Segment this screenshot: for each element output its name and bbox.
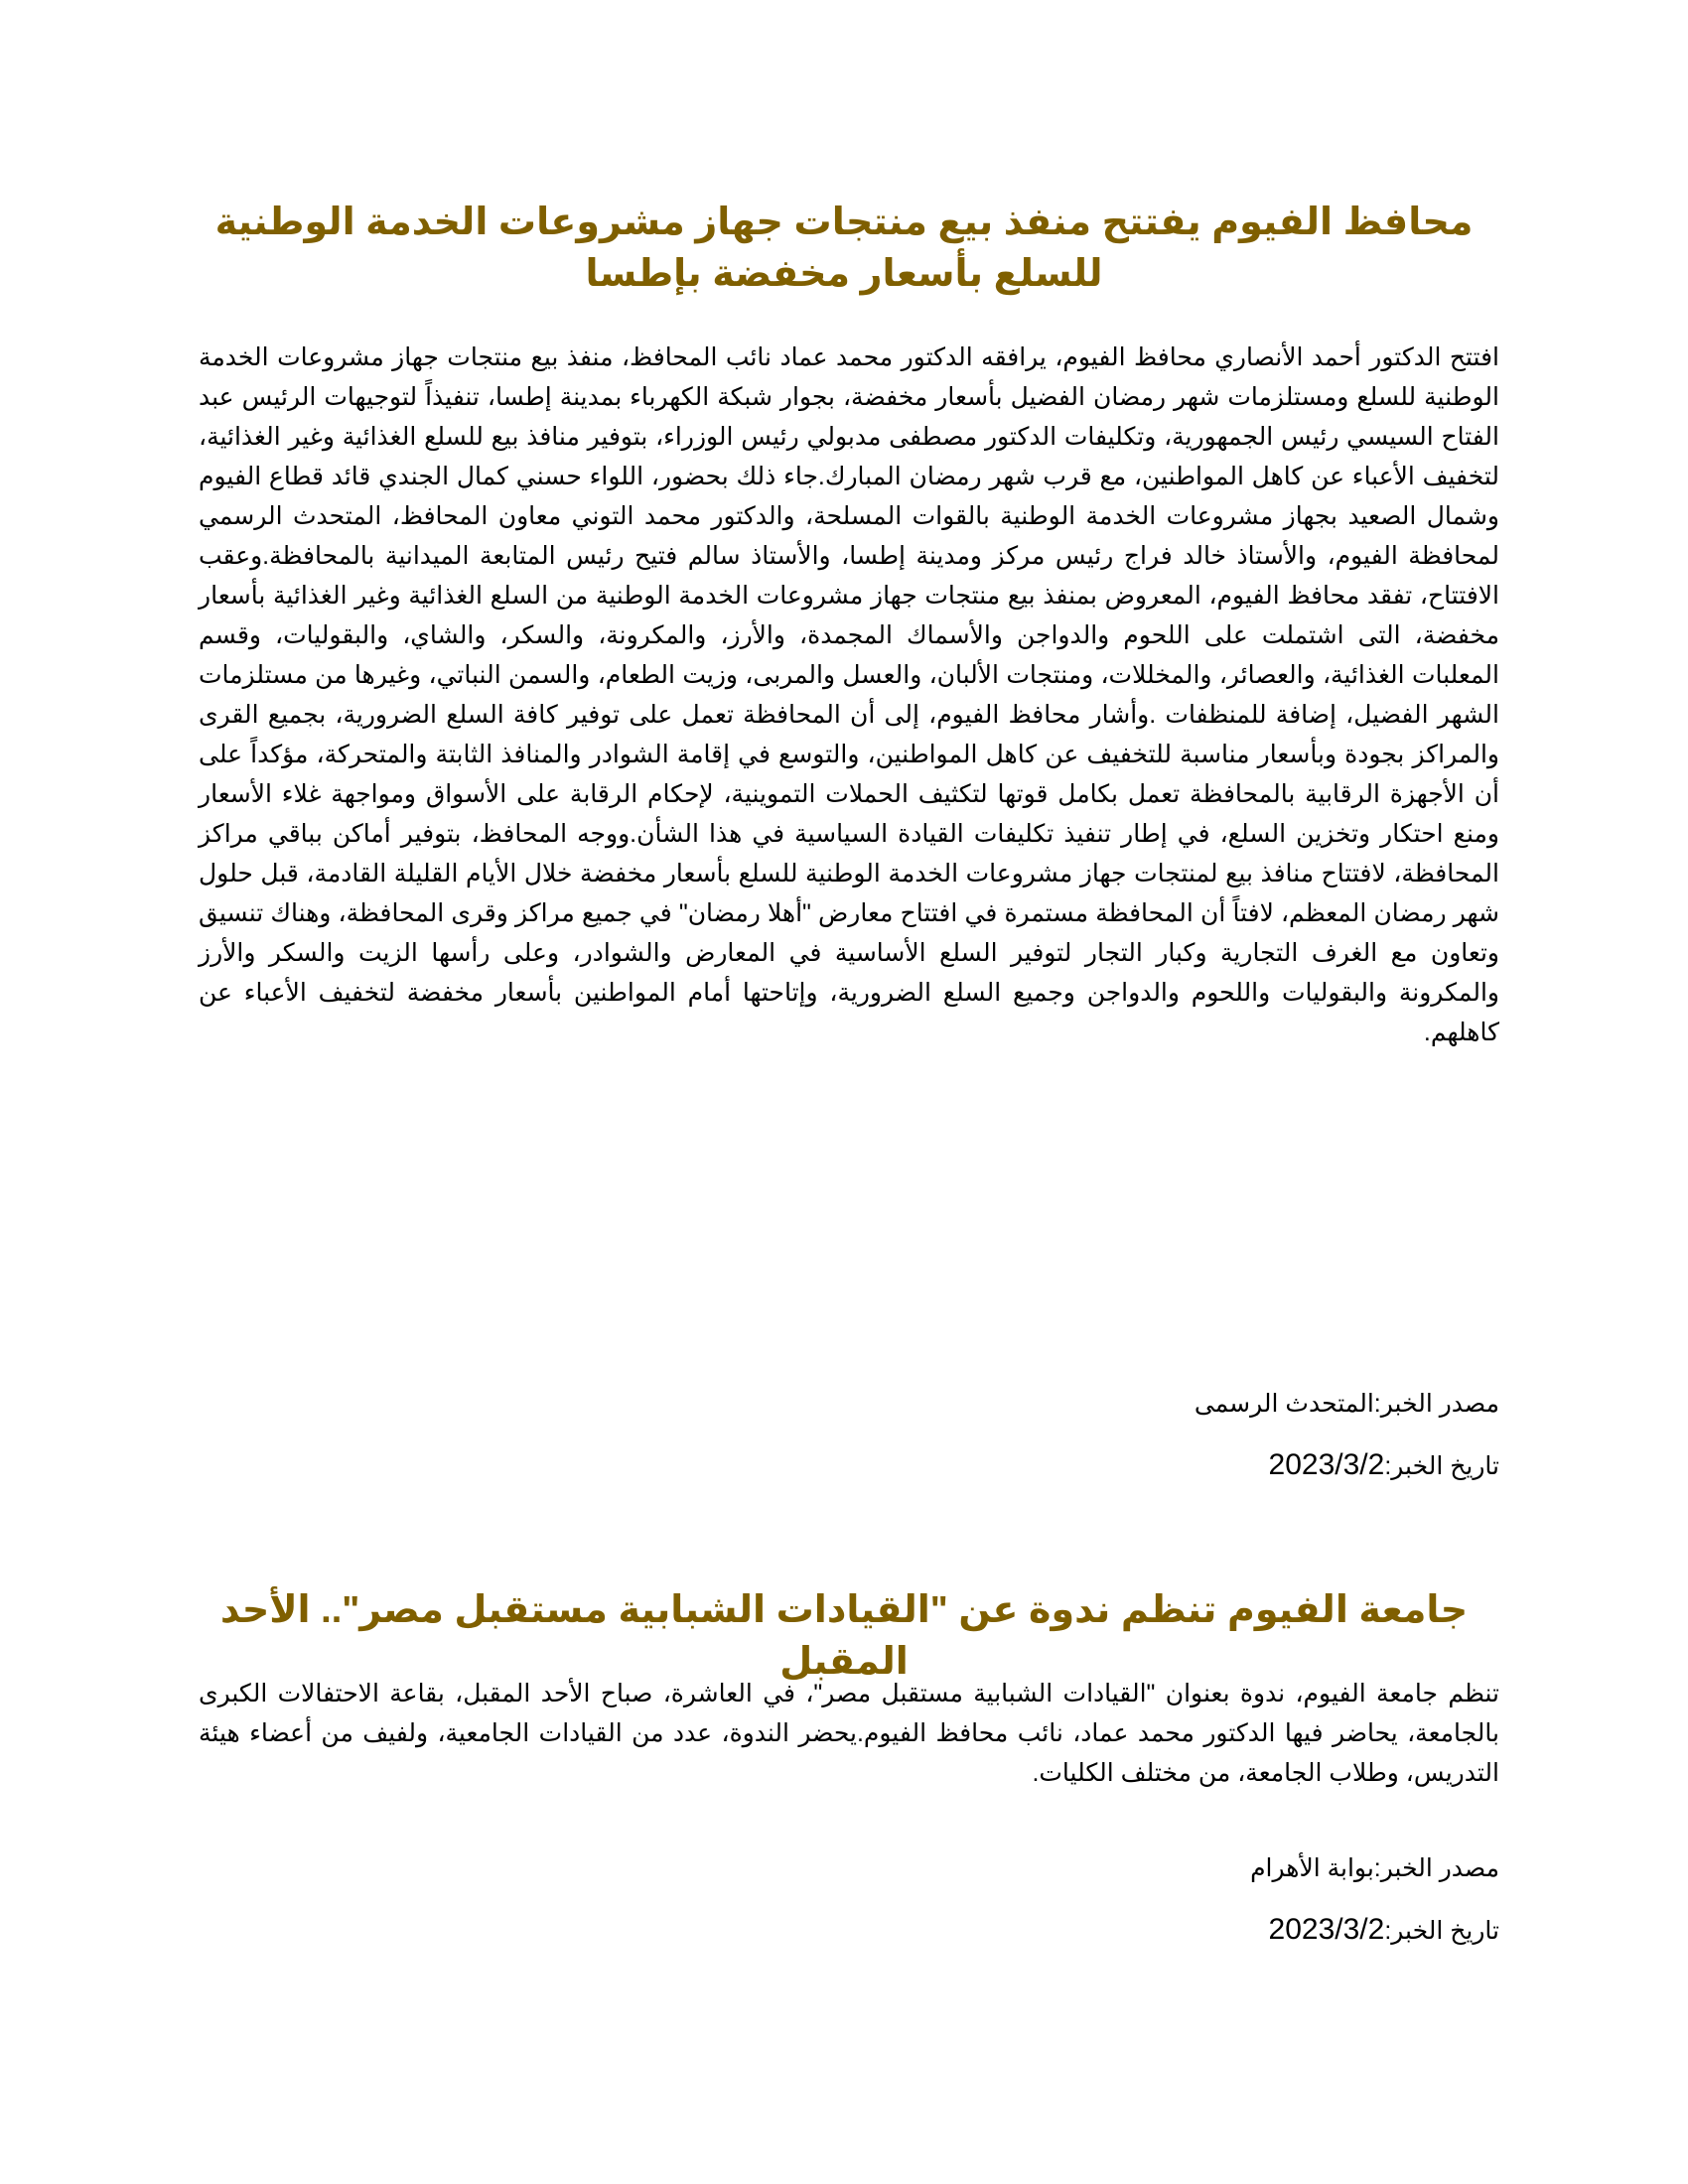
- article-2-date: [199, 1914, 1499, 1947]
- article-2-source: [199, 1852, 1499, 1884]
- article-1-date-label: تاريخ الخبر:: [1384, 1452, 1499, 1480]
- article-1-headline: محافظ الفيوم يفتتح منفذ بيع منتجات جهاز مشروعات الخدمة الوطنية للسلع بأسعار مخفضة بإطسا: [214, 202, 1474, 295]
- article-1-body: افتتح الدكتور أحمد الأنصاري محافظ الفيوم، يرافقه الدكتور محمد عماد نائب المحافظ، منفذ بيع منتجات جهاز مشروعات الخدمة الوطنية للسلع ومستلزمات شهر رمضان الفضيل بأسعار مخفضة، بجوار شبكة الكهرباء بمدينة إطسا، تنفيذاً لتوجيهات الرئيس عبد الفتاح السيسي رئيس الجمهورية، وتكليفات الدكتور مصطفى مدبولي رئيس الوزراء، بتوفير منافذ بيع للسلع الغذائية وغير الغذائية، لتخفيف الأعباء عن كاهل المواطنين، مع قرب شهر رمضان المبارك.جاء ذلك بحضور، اللواء حسني كمال الجندي قائد قطاع الفيوم وشمال الصعيد بجهاز مشروعات الخدمة الوطنية بالقوات المسلحة، والدكتور محمد التوني معاون المحافظ، المتحدث الرسمي لمحافظة الفيوم، والأستاذ خالد فراج رئيس مركز ومدينة إطسا، والأستاذ سالم فتيح رئيس المتابعة الميدانية بالمحافظة.وعقب الافتتاح، تفقد محافظ الفيوم، المعروض بمنفذ بيع منتجات جهاز مشروعات الخدمة الوطنية من السلع الغذائية وغير الغذائية بأسعار مخفضة، التى اشتملت على اللحوم والدواجن والأسماك المجمدة، والأرز، والمكرونة، والسكر، والشاي، والبقوليات، وقسم المعلبات الغذائية، والعصائر، والمخللات، ومنتجات الألبان، والعسل والمربى، وزيت الطعام، والسمن النباتي، وغيرها من مستلزمات الشهر الفضيل، إضافة للمنظفات .وأشار محافظ الفيوم، إلى أن المحافظة تعمل على توفير كافة السلع الضرورية، بجميع القرى والمراكز بجودة وبأسعار مناسبة للتخفيف عن كاهل المواطنين، والتوسع في إقامة الشوادر والمنافذ الثابتة والمتحركة، مؤكداً على أن الأجهزة الرقابية بالمحافظة تعمل بكامل قوتها لتكثيف الحملات التموينية، لإحكام الرقابة على الأسواق ومواجهة غلاء الأسعار ومنع احتكار وتخزين السلع، في إطار تنفيذ تكليفات القيادة السياسية في هذا الشأن.ووجه المحافظ، بتوفير أماكن بباقي مراكز المحافظة، لافتتاح منافذ بيع لمنتجات جهاز مشروعات الخدمة الوطنية للسلع بأسعار مخفضة خلال الأيام القليلة القادمة، قبل حلول شهر رمضان المعظم، لافتاً أن المحافظة مستمرة في افتتاح معارض "أهلا رمضان" في جميع مراكز وقرى المحافظة، وهناك تنسيق وتعاون مع الغرف التجارية وكبار التجار لتوفير السلع الأساسية في المعارض والشوادر، وعلى رأسها الزيت والسكر والأرز والمكرونة والبقوليات واللحوم والدواجن وجميع السلع الضرورية، وإتاحتها أمام المواطنين بأسعار مخفضة لتخفيف الأعباء عن كاهلهم.: [199, 343, 1499, 1046]
- article-2-source-label: مصدر الخبر:: [1373, 1854, 1499, 1882]
- article-1-date-value: 2023/3/2: [1268, 1448, 1385, 1481]
- article-1-date: [199, 1449, 1499, 1482]
- article-2-source-value: بوابة الأهرام: [1250, 1854, 1374, 1882]
- article-2-date-value: 2023/3/2: [1268, 1913, 1385, 1946]
- article-1-source-value: المتحدث الرسمى: [1194, 1390, 1374, 1418]
- article-2-body: تنظم جامعة الفيوم، ندوة بعنوان "القيادات الشبابية مستقبل مصر"، في العاشرة، صباح الأحد المقبل، بقاعة الاحتفالات الكبرى بالجامعة، يحاضر فيها الدكتور محمد عماد، نائب محافظ الفيوم.يحضر الندوة، عدد من القيادات الجامعية، ولفيف من أعضاء هيئة التدريس، وطلاب الجامعة، من مختلف الكليات.: [199, 1680, 1499, 1787]
- article-1-source: [199, 1388, 1499, 1420]
- article-2-headline: جامعة الفيوم تنظم ندوة عن "القيادات الشبابية مستقبل مصر".. الأحد المقبل: [219, 1589, 1469, 1683]
- article-1-source-label: مصدر الخبر:: [1373, 1390, 1499, 1418]
- article-2-date-label: تاريخ الخبر:: [1384, 1917, 1499, 1945]
